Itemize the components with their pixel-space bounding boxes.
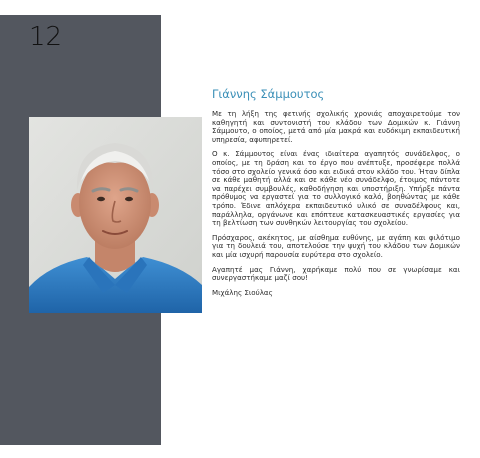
article-paragraph-1: Με τη λήξη της φετινής σχολικής χρονιάς αποχαιρετούμε τον καθηγητή και συντονιστή του κλάδου των Δομικών κ. Γιάννη Σάμμουτο, ο οποίος, μετά από μία μακρά και ευδόκιμη εκπαιδευτική υπηρεσία, αφυπηρετεί. [212, 109, 460, 144]
article-paragraph-4: Αγαπητέ μας Γιάννη, χαρήκαμε πολύ που σε γνωρίσαμε και συνεργαστήκαμε μαζί σου! [212, 264, 460, 283]
article-paragraph-3: Πρόσχαρος, ακέκητος, με αίσθημα ευθύνης, με αγάπη και φιλότιμο για τη δουλειά του, αποτελούσε την ψυχή του κλάδου των Δομικών και μία ισχυρή παρουσία ευρύτερα στο σχολείο. [212, 232, 460, 259]
article [212, 87, 460, 297]
portrait-photo [29, 117, 202, 313]
article-signature: Μιχάλης Σιούλας [212, 287, 273, 297]
article-title: Γιάννης Σάμμουτος [212, 87, 325, 101]
article-paragraph-2: Ο κ. Σάμμουτος είναι ένας ιδιαίτερα αγαπητός συνάδελφος, ο οποίος, με τη δράση και το έργο που ανέπτυξε, προσέφερε πολλά τόσο στο σχολείο γενικά όσο και ειδικά στον κλάδο του. Ήταν δίπλα σε κάθε μαθητή αλλά και σε κάθε νέο συνάδελφο, έτοιμος πάντοτε να παρέχει συμβουλές, καθοδήγηση και υποστήριξη. Υπήρξε πάντα πρόθυμος να εργαστεί για το συλλογικό καλό, βοηθώντας με κάθε τρόπο. Έδινε απλόχερα εκπαιδευτικό υλικό σε συναδέλφους και, παράλληλα, οργάνωνε και επόπτευε κατασκευαστικές εργασίες για τη βελτίωση των συνθηκών λειτουργίας του σχολείου. [212, 149, 460, 228]
page-number: 12 [29, 22, 63, 52]
